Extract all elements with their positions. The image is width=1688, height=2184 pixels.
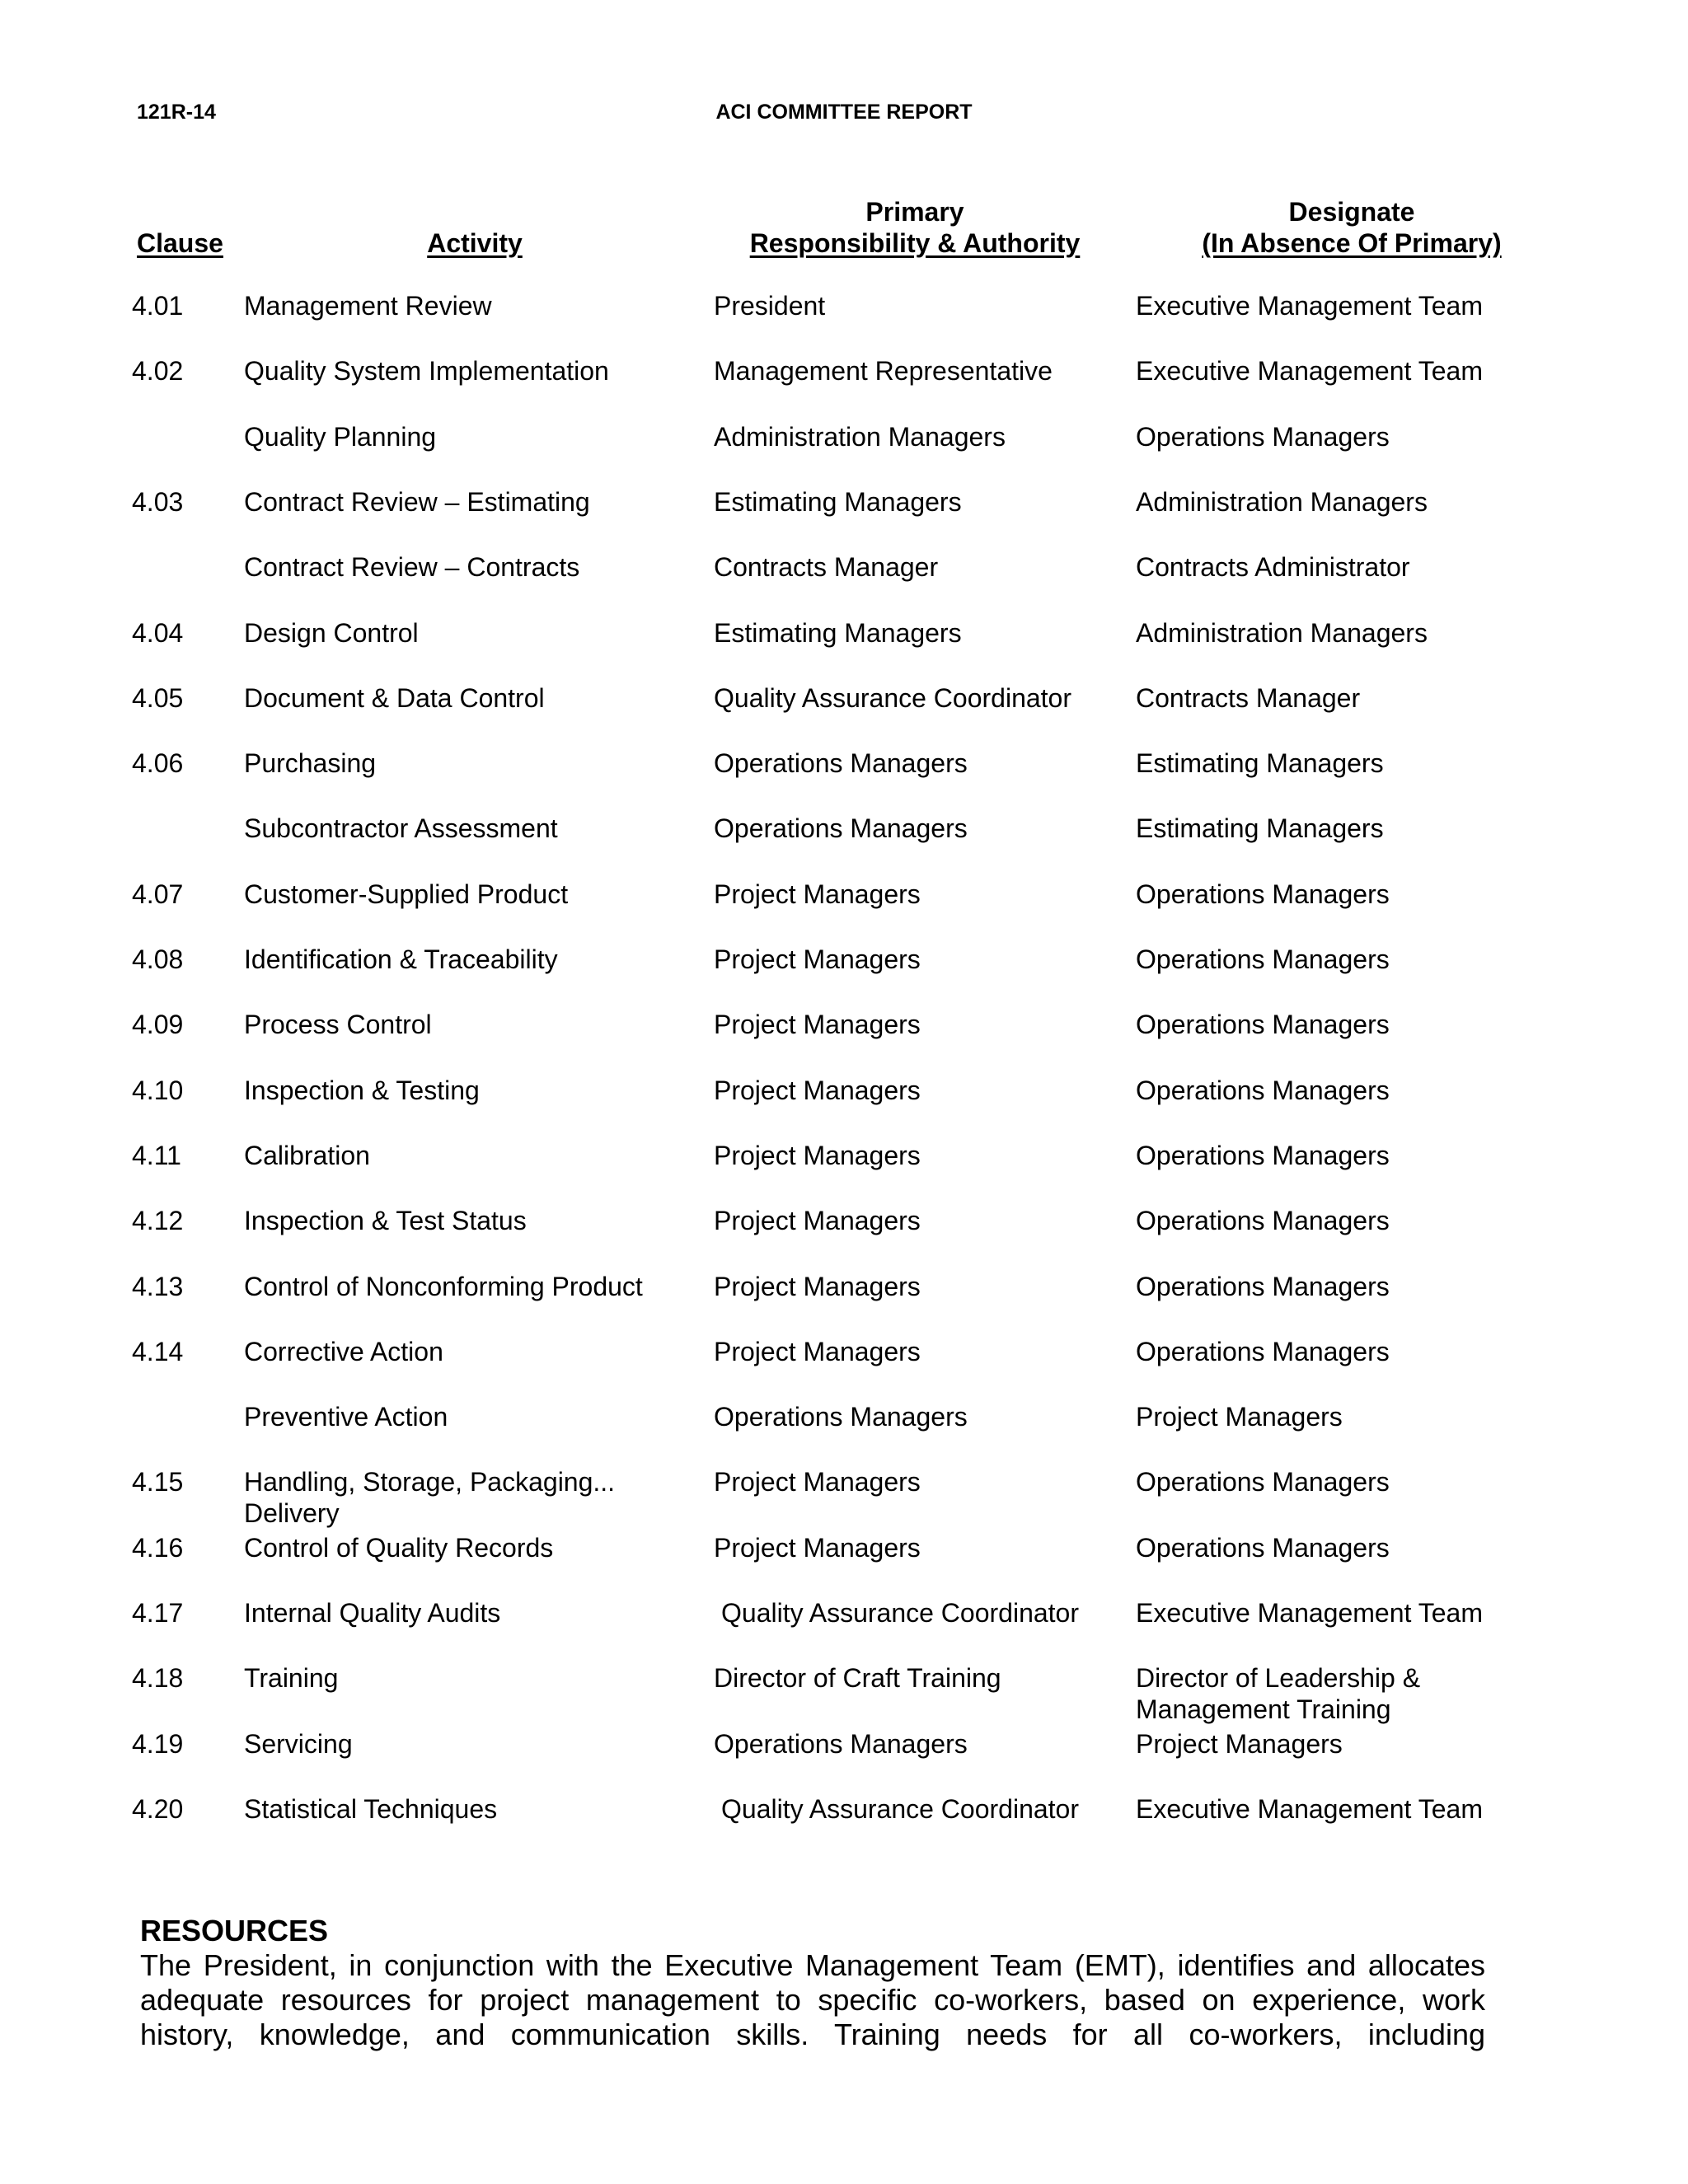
primary-cell: Project Managers bbox=[714, 944, 921, 974]
activity-cell: Management Review bbox=[244, 291, 492, 321]
clause-cell: 4.02 bbox=[132, 356, 184, 386]
activity-cell: Design Control bbox=[244, 618, 419, 648]
designate-cell: Estimating Managers bbox=[1136, 813, 1384, 843]
designate-cell bbox=[1136, 1662, 1420, 1725]
clause-cell: 4.11 bbox=[132, 1141, 181, 1170]
clause-cell: 4.09 bbox=[132, 1010, 184, 1039]
designate-cell: Executive Management Team bbox=[1136, 291, 1483, 321]
primary-cell: Project Managers bbox=[714, 1141, 921, 1170]
clause-cell: 4.20 bbox=[132, 1794, 184, 1824]
primary-cell: Project Managers bbox=[714, 1467, 921, 1497]
page-id: 121R-14 bbox=[137, 101, 216, 124]
header-primary bbox=[725, 196, 1104, 259]
activity-cell: Inspection & Test Status bbox=[244, 1206, 527, 1235]
designate-cell: Operations Managers bbox=[1136, 1141, 1390, 1170]
primary-cell: Project Managers bbox=[714, 879, 921, 909]
clause-cell: 4.05 bbox=[132, 683, 184, 713]
activity-cell: Process Control bbox=[244, 1010, 432, 1039]
designate-cell: Executive Management Team bbox=[1136, 356, 1483, 386]
header-designate-line1: Designate bbox=[1288, 197, 1415, 227]
designate-cell: Operations Managers bbox=[1136, 1272, 1390, 1301]
designate-cell: Operations Managers bbox=[1136, 1010, 1390, 1039]
primary-cell: Contracts Manager bbox=[714, 552, 939, 582]
resources-line: adequate resources for project management to specific co-workers, based on experience, work bbox=[140, 1983, 1485, 2017]
clause-cell: 4.19 bbox=[132, 1729, 184, 1759]
primary-cell: Project Managers bbox=[714, 1533, 921, 1563]
designate-cell: Contracts Manager bbox=[1136, 683, 1361, 713]
primary-cell: Operations Managers bbox=[714, 813, 968, 843]
resources-line: history, knowledge, and communication skills. Training needs for all co-workers, including bbox=[140, 2018, 1485, 2051]
primary-cell: Operations Managers bbox=[714, 1729, 968, 1759]
primary-cell: Quality Assurance Coordinator bbox=[721, 1794, 1079, 1824]
activity-cell: Contract Review – Estimating bbox=[244, 487, 590, 517]
clause-cell: 4.08 bbox=[132, 944, 184, 974]
clause-cell: 4.13 bbox=[132, 1272, 184, 1301]
designate-cell: Operations Managers bbox=[1136, 1337, 1390, 1366]
primary-cell: Operations Managers bbox=[714, 1402, 968, 1432]
designate-cell: Estimating Managers bbox=[1136, 748, 1384, 778]
clause-cell: 4.15 bbox=[132, 1467, 184, 1497]
primary-cell: Quality Assurance Coordinator bbox=[721, 1598, 1079, 1628]
activity-cell: Purchasing bbox=[244, 748, 377, 778]
activity-cell: Quality Planning bbox=[244, 422, 437, 452]
primary-cell: Project Managers bbox=[714, 1206, 921, 1235]
primary-cell: Project Managers bbox=[714, 1076, 921, 1105]
resources-heading: RESOURCES bbox=[140, 1914, 329, 1947]
designate-cell: Project Managers bbox=[1136, 1402, 1343, 1432]
primary-cell: Administration Managers bbox=[714, 422, 1006, 452]
primary-cell: President bbox=[714, 291, 826, 321]
activity-cell: Control of Nonconforming Product bbox=[244, 1272, 643, 1301]
activity-cell: Preventive Action bbox=[244, 1402, 448, 1432]
clause-cell: 4.12 bbox=[132, 1206, 184, 1235]
clause-cell: 4.16 bbox=[132, 1533, 184, 1563]
primary-cell: Director of Craft Training bbox=[714, 1663, 1001, 1693]
activity-cell: Customer-Supplied Product bbox=[244, 879, 569, 909]
clause-cell: 4.14 bbox=[132, 1337, 184, 1366]
activity-cell: Quality System Implementation bbox=[244, 356, 609, 386]
header-designate-line2: (In Absence Of Primary) bbox=[1202, 228, 1502, 258]
header-primary-line2: Responsibility & Authority bbox=[749, 228, 1081, 258]
clause-cell: 4.01 bbox=[132, 291, 184, 321]
activity-cell bbox=[244, 1466, 615, 1529]
header-clause: Clause bbox=[137, 228, 223, 258]
resources-paragraph bbox=[140, 1948, 1485, 2052]
designate-cell: Operations Managers bbox=[1136, 1533, 1390, 1563]
clause-cell: 4.06 bbox=[132, 748, 184, 778]
designate-cell: Operations Managers bbox=[1136, 879, 1390, 909]
primary-cell: Project Managers bbox=[714, 1272, 921, 1301]
clause-cell: 4.18 bbox=[132, 1663, 184, 1693]
designate-cell: Operations Managers bbox=[1136, 1467, 1390, 1497]
clause-cell: 4.17 bbox=[132, 1598, 184, 1628]
designate-cell: Operations Managers bbox=[1136, 1206, 1390, 1235]
designate-cell: Administration Managers bbox=[1136, 487, 1428, 517]
designate-cell-line1: Director of Leadership & bbox=[1136, 1663, 1421, 1693]
activity-cell: Corrective Action bbox=[244, 1337, 443, 1366]
clause-cell: 4.04 bbox=[132, 618, 184, 648]
resources-line: The President, in conjunction with the Executive Management Team (EMT), identifies and allocates bbox=[140, 1948, 1485, 1982]
activity-cell: Statistical Techniques bbox=[244, 1794, 498, 1824]
designate-cell: Administration Managers bbox=[1136, 618, 1428, 648]
activity-cell: Internal Quality Audits bbox=[244, 1598, 501, 1628]
designate-cell: Operations Managers bbox=[1136, 1076, 1390, 1105]
primary-cell: Operations Managers bbox=[714, 748, 968, 778]
primary-cell: Project Managers bbox=[714, 1337, 921, 1366]
activity-cell-line2: Delivery bbox=[244, 1498, 340, 1528]
primary-cell: Management Representative bbox=[714, 356, 1053, 386]
activity-cell: Document & Data Control bbox=[244, 683, 545, 713]
activity-cell: Identification & Traceability bbox=[244, 944, 558, 974]
header-activity: Activity bbox=[427, 228, 523, 258]
designate-cell: Operations Managers bbox=[1136, 944, 1390, 974]
clause-cell: 4.03 bbox=[132, 487, 184, 517]
designate-cell: Project Managers bbox=[1136, 1729, 1343, 1759]
clause-cell: 4.10 bbox=[132, 1076, 184, 1105]
header-designate bbox=[1154, 196, 1550, 259]
designate-cell: Operations Managers bbox=[1136, 422, 1390, 452]
header-primary-line1: Primary bbox=[865, 197, 964, 227]
activity-cell: Training bbox=[244, 1663, 339, 1693]
activity-cell: Calibration bbox=[244, 1141, 370, 1170]
designate-cell: Executive Management Team bbox=[1136, 1794, 1483, 1824]
activity-cell: Control of Quality Records bbox=[244, 1533, 554, 1563]
designate-cell-line2: Management Training bbox=[1136, 1694, 1391, 1724]
activity-cell: Subcontractor Assessment bbox=[244, 813, 558, 843]
activity-cell: Servicing bbox=[244, 1729, 353, 1759]
activity-cell: Inspection & Testing bbox=[244, 1076, 480, 1105]
activity-cell: Contract Review – Contracts bbox=[244, 552, 580, 582]
clause-cell: 4.07 bbox=[132, 879, 184, 909]
activity-cell-line1: Handling, Storage, Packaging... bbox=[244, 1467, 616, 1497]
primary-cell: Estimating Managers bbox=[714, 487, 962, 517]
designate-cell: Executive Management Team bbox=[1136, 1598, 1483, 1628]
primary-cell: Project Managers bbox=[714, 1010, 921, 1039]
running-title: ACI COMMITTEE REPORT bbox=[715, 101, 973, 124]
primary-cell: Quality Assurance Coordinator bbox=[714, 683, 1071, 713]
primary-cell: Estimating Managers bbox=[714, 618, 962, 648]
designate-cell: Contracts Administrator bbox=[1136, 552, 1410, 582]
